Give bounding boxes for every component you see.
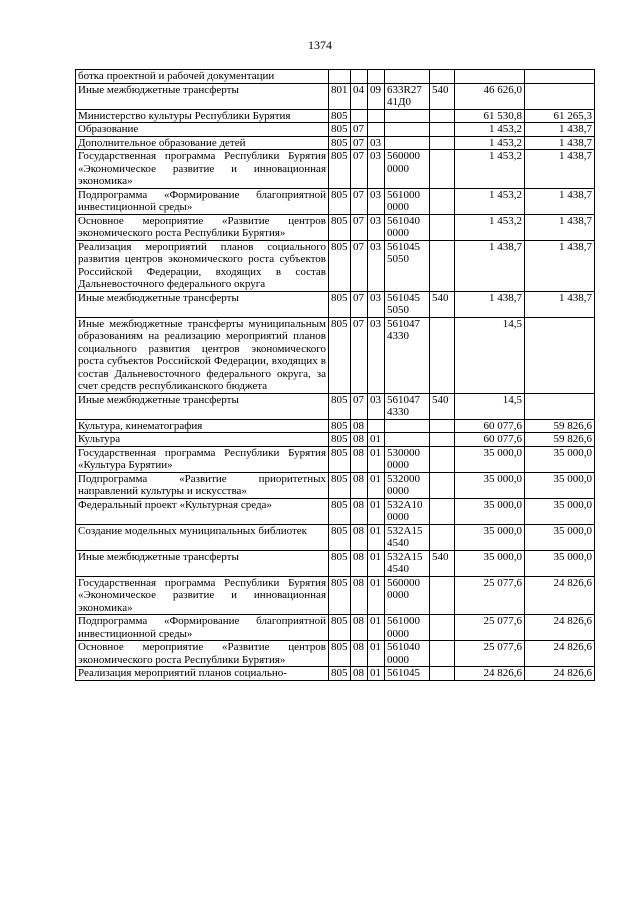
item-name-cell: Иные межбюджетные трансферты [76,550,329,576]
section-code-cell: 07 [351,150,368,189]
target-article-cell: 532A15 4540 [385,524,430,550]
section-code-cell: 08 [351,433,368,447]
section-code-cell: 07 [351,291,368,317]
subsection-code-cell: 01 [368,446,385,472]
target-article-cell: 633R27 41Д0 [385,83,430,109]
table-row [76,641,595,667]
subsection-code-cell: 01 [368,667,385,681]
section-code-cell: 07 [351,188,368,214]
table-row [76,83,595,109]
ministry-code-cell [329,70,351,84]
table-row [76,550,595,576]
section-code-cell: 07 [351,317,368,393]
amount-year2-cell: 61 265,3 [525,109,595,123]
item-name-cell: Подпрограмма «Развитие приоритетных направлений культуры и искусства» [76,472,329,498]
ministry-code-cell: 805 [329,214,351,240]
table-row [76,214,595,240]
subsection-code-cell: 01 [368,472,385,498]
ministry-code-cell: 805 [329,419,351,433]
expense-type-cell [430,188,455,214]
subsection-code-cell: 03 [368,188,385,214]
section-code-cell: 07 [351,214,368,240]
table-row [76,70,595,84]
table-row [76,317,595,393]
expense-type-cell [430,214,455,240]
amount-year1-cell: 35 000,0 [455,472,525,498]
subsection-code-cell: 03 [368,136,385,150]
expense-type-cell [430,70,455,84]
amount-year2-cell: 1 438,7 [525,188,595,214]
amount-year1-cell: 35 000,0 [455,524,525,550]
expense-type-cell: 540 [430,83,455,109]
target-article-cell: 561040 0000 [385,214,430,240]
subsection-code-cell: 01 [368,576,385,615]
ministry-code-cell: 805 [329,446,351,472]
amount-year2-cell: 24 826,6 [525,576,595,615]
subsection-code-cell: 01 [368,524,385,550]
expense-type-cell: 540 [430,393,455,419]
subsection-code-cell: 03 [368,291,385,317]
subsection-code-cell: 01 [368,433,385,447]
amount-year2-cell: 1 438,7 [525,240,595,291]
ministry-code-cell: 805 [329,393,351,419]
amount-year1-cell: 1 453,2 [455,150,525,189]
amount-year2-cell [525,317,595,393]
amount-year1-cell: 1 438,7 [455,240,525,291]
amount-year2-cell: 1 438,7 [525,123,595,137]
item-name-cell: Культура, кинематография [76,419,329,433]
amount-year1-cell: 25 077,6 [455,641,525,667]
item-name-cell: Реализация мероприятий планов социально- [76,667,329,681]
table-row [76,667,595,681]
expense-type-cell [430,472,455,498]
target-article-cell: 561045 5050 [385,291,430,317]
amount-year2-cell: 35 000,0 [525,498,595,524]
table-row [76,150,595,189]
ministry-code-cell: 801 [329,83,351,109]
subsection-code-cell: 01 [368,550,385,576]
amount-year2-cell: 59 826,6 [525,419,595,433]
target-article-cell [385,419,430,433]
table-row [76,240,595,291]
amount-year1-cell: 1 453,2 [455,123,525,137]
section-code-cell [351,109,368,123]
amount-year2-cell: 24 826,6 [525,667,595,681]
item-name-cell: Реализация мероприятий планов социального развития центров экономического роста субъектов Российской Федерации, входящих в состав Дальневосточного федерального округа [76,240,329,291]
target-article-cell: 530000 0000 [385,446,430,472]
item-name-cell: Образование [76,123,329,137]
amount-year2-cell: 35 000,0 [525,446,595,472]
ministry-code-cell: 805 [329,615,351,641]
amount-year1-cell: 14,5 [455,393,525,419]
amount-year1-cell: 25 077,6 [455,615,525,641]
amount-year1-cell: 1 453,2 [455,136,525,150]
target-article-cell: 561045 5050 [385,240,430,291]
expense-type-cell [430,240,455,291]
table-row [76,433,595,447]
table-row [76,576,595,615]
section-code-cell: 08 [351,446,368,472]
ministry-code-cell: 805 [329,641,351,667]
table-row [76,109,595,123]
page-number: 1374 [308,38,332,52]
target-article-cell: 561000 0000 [385,615,430,641]
subsection-code-cell: 03 [368,150,385,189]
target-article-cell: 560000 0000 [385,576,430,615]
section-code-cell: 07 [351,393,368,419]
ministry-code-cell: 805 [329,240,351,291]
amount-year1-cell: 1 438,7 [455,291,525,317]
section-code-cell: 07 [351,136,368,150]
amount-year2-cell: 35 000,0 [525,550,595,576]
amount-year1-cell: 35 000,0 [455,446,525,472]
expense-type-cell [430,150,455,189]
ministry-code-cell: 805 [329,550,351,576]
expense-type-cell [430,498,455,524]
subsection-code-cell: 03 [368,393,385,419]
item-name-cell: Государственная программа Республики Бурятия «Культура Бурятии» [76,446,329,472]
amount-year2-cell: 1 438,7 [525,150,595,189]
ministry-code-cell: 805 [329,123,351,137]
target-article-cell: 561000 0000 [385,188,430,214]
ministry-code-cell: 805 [329,576,351,615]
item-name-cell: ботка проектной и рабочей документации [76,70,329,84]
expense-type-cell [430,419,455,433]
item-name-cell: Дополнительное образование детей [76,136,329,150]
expense-type-cell: 540 [430,550,455,576]
ministry-code-cell: 805 [329,498,351,524]
amount-year1-cell: 60 077,6 [455,433,525,447]
expense-type-cell: 540 [430,291,455,317]
subsection-code-cell: 03 [368,317,385,393]
table-row [76,393,595,419]
budget-table [75,69,595,681]
amount-year1-cell [455,70,525,84]
amount-year1-cell: 1 453,2 [455,188,525,214]
amount-year2-cell: 24 826,6 [525,641,595,667]
expense-type-cell [430,123,455,137]
table-row [76,419,595,433]
item-name-cell: Подпрограмма «Формирование благоприятной инвестиционной среды» [76,188,329,214]
subsection-code-cell: 03 [368,240,385,291]
subsection-code-cell: 01 [368,615,385,641]
ministry-code-cell: 805 [329,150,351,189]
item-name-cell: Основное мероприятие «Развитие центров экономического роста Республики Бурятия» [76,214,329,240]
section-code-cell: 08 [351,524,368,550]
ministry-code-cell: 805 [329,291,351,317]
item-name-cell: Министерство культуры Республики Бурятия [76,109,329,123]
ministry-code-cell: 805 [329,667,351,681]
ministry-code-cell: 805 [329,188,351,214]
ministry-code-cell: 805 [329,524,351,550]
section-code-cell: 08 [351,472,368,498]
section-code-cell: 08 [351,641,368,667]
table-row [76,498,595,524]
table-row [76,615,595,641]
item-name-cell: Государственная программа Республики Бурятия «Экономическое развитие и инновационная экономика» [76,150,329,189]
amount-year1-cell: 24 826,6 [455,667,525,681]
expense-type-cell [430,524,455,550]
amount-year1-cell: 14,5 [455,317,525,393]
item-name-cell: Иные межбюджетные трансферты [76,393,329,419]
amount-year2-cell [525,393,595,419]
amount-year2-cell [525,70,595,84]
table-row [76,136,595,150]
section-code-cell: 08 [351,419,368,433]
subsection-code-cell [368,419,385,433]
subsection-code-cell [368,109,385,123]
section-code-cell: 08 [351,615,368,641]
amount-year2-cell: 59 826,6 [525,433,595,447]
target-article-cell [385,109,430,123]
expense-type-cell [430,667,455,681]
target-article-cell: 561047 4330 [385,393,430,419]
expense-type-cell [430,615,455,641]
target-article-cell [385,136,430,150]
item-name-cell: Создание модельных муниципальных библиотек [76,524,329,550]
subsection-code-cell: 01 [368,641,385,667]
section-code-cell: 08 [351,667,368,681]
table-row [76,472,595,498]
target-article-cell: 561040 0000 [385,641,430,667]
amount-year2-cell: 1 438,7 [525,214,595,240]
item-name-cell: Иные межбюджетные трансферты муниципальным образованиям на реализацию мероприятий планов социального развития центров экономического роста субъектов Российской Федерации, входящих в состав Дальневосточного федерального округа, за счет средств республиканского бюджета [76,317,329,393]
amount-year1-cell: 25 077,6 [455,576,525,615]
target-article-cell [385,123,430,137]
amount-year2-cell: 35 000,0 [525,524,595,550]
amount-year2-cell [525,83,595,109]
target-article-cell [385,433,430,447]
item-name-cell: Иные межбюджетные трансферты [76,83,329,109]
ministry-code-cell: 805 [329,109,351,123]
item-name-cell: Культура [76,433,329,447]
section-code-cell: 08 [351,498,368,524]
ministry-code-cell: 805 [329,433,351,447]
subsection-code-cell: 09 [368,83,385,109]
section-code-cell [351,70,368,84]
item-name-cell: Государственная программа Республики Бурятия «Экономическое развитие и инновационная экономика» [76,576,329,615]
ministry-code-cell: 805 [329,317,351,393]
expense-type-cell [430,446,455,472]
table-row [76,123,595,137]
ministry-code-cell: 805 [329,472,351,498]
amount-year1-cell: 60 077,6 [455,419,525,433]
amount-year2-cell: 35 000,0 [525,472,595,498]
amount-year1-cell: 35 000,0 [455,498,525,524]
section-code-cell: 08 [351,550,368,576]
amount-year2-cell: 24 826,6 [525,615,595,641]
expense-type-cell [430,317,455,393]
expense-type-cell [430,109,455,123]
expense-type-cell [430,576,455,615]
expense-type-cell [430,641,455,667]
amount-year1-cell: 35 000,0 [455,550,525,576]
item-name-cell: Подпрограмма «Формирование благоприятной инвестиционной среды» [76,615,329,641]
target-article-cell: 560000 0000 [385,150,430,189]
table-row [76,446,595,472]
amount-year1-cell: 1 453,2 [455,214,525,240]
item-name-cell: Федеральный проект «Культурная среда» [76,498,329,524]
target-article-cell [385,70,430,84]
target-article-cell: 561045 [385,667,430,681]
subsection-code-cell [368,70,385,84]
expense-type-cell [430,433,455,447]
item-name-cell: Основное мероприятие «Развитие центров экономического роста Республики Бурятия» [76,641,329,667]
target-article-cell: 532A10 0000 [385,498,430,524]
section-code-cell: 07 [351,123,368,137]
section-code-cell: 08 [351,576,368,615]
target-article-cell: 561047 4330 [385,317,430,393]
section-code-cell: 07 [351,240,368,291]
table-row [76,188,595,214]
amount-year1-cell: 61 530,8 [455,109,525,123]
section-code-cell: 04 [351,83,368,109]
amount-year1-cell: 46 626,0 [455,83,525,109]
table-row [76,524,595,550]
amount-year2-cell: 1 438,7 [525,136,595,150]
target-article-cell: 532A15 4540 [385,550,430,576]
subsection-code-cell [368,123,385,137]
ministry-code-cell: 805 [329,136,351,150]
expense-type-cell [430,136,455,150]
target-article-cell: 532000 0000 [385,472,430,498]
subsection-code-cell: 01 [368,498,385,524]
subsection-code-cell: 03 [368,214,385,240]
item-name-cell: Иные межбюджетные трансферты [76,291,329,317]
amount-year2-cell: 1 438,7 [525,291,595,317]
table-row [76,291,595,317]
